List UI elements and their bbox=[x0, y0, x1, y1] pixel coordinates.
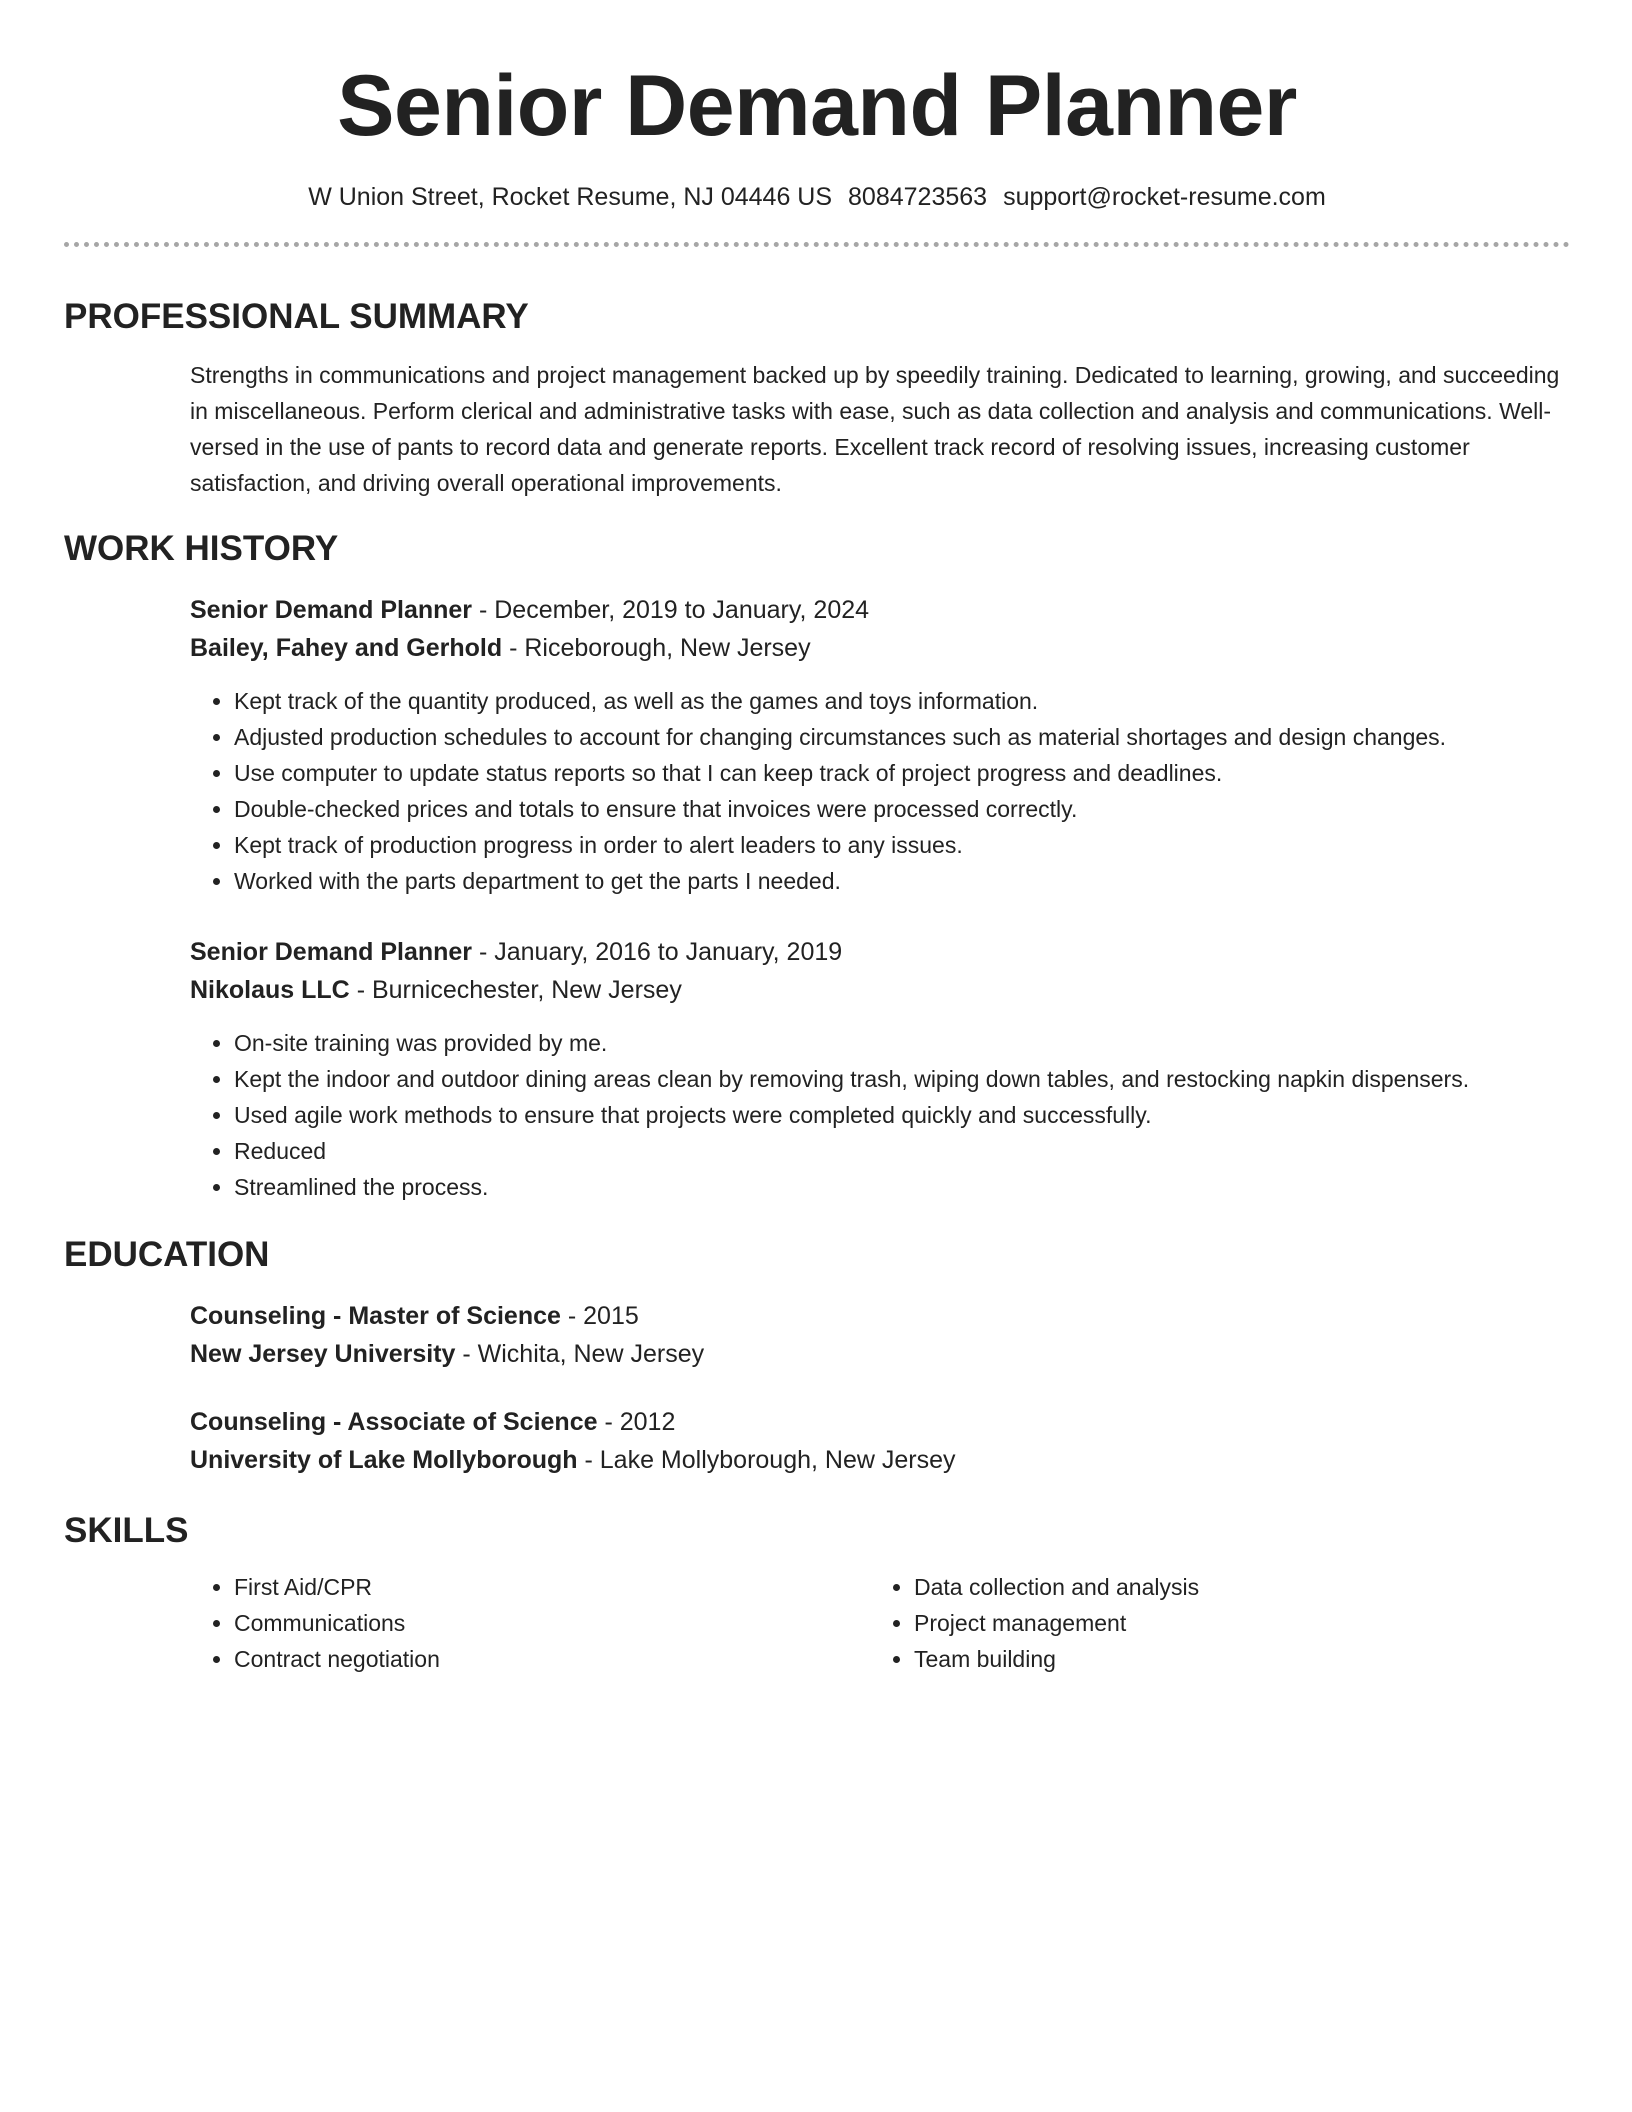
skill-item: • Data collection and analysis bbox=[914, 1569, 1514, 1605]
education-school-line bbox=[190, 1335, 1570, 1373]
education-location: - Wichita, New Jersey bbox=[455, 1340, 705, 1368]
education-year: - 2012 bbox=[597, 1408, 676, 1436]
job-entry bbox=[190, 591, 1570, 899]
job-title-line bbox=[190, 591, 1570, 629]
skill-item: • Project management bbox=[914, 1605, 1514, 1641]
job-bullet: • Streamlined the process. bbox=[234, 1169, 1570, 1205]
skills-list-right bbox=[870, 1569, 1514, 1677]
job-bullets bbox=[190, 1025, 1570, 1205]
education-entry bbox=[190, 1297, 1570, 1373]
skill-item: • Communications bbox=[234, 1605, 870, 1641]
job-title-line bbox=[190, 933, 1570, 971]
education-degree-line bbox=[190, 1297, 1570, 1335]
job-location: - Burnicechester, New Jersey bbox=[349, 976, 682, 1004]
job-location: - Riceborough, New Jersey bbox=[502, 634, 811, 662]
skills-heading: SKILLS bbox=[64, 1511, 189, 1550]
contact-address: W Union Street, Rocket Resume, NJ 04446 US bbox=[308, 183, 833, 211]
education-school: University of Lake Mollyborough bbox=[190, 1446, 578, 1474]
job-entry bbox=[190, 933, 1570, 1205]
contact-phone: 8084723563 bbox=[848, 183, 988, 211]
job-bullet: • Kept the indoor and outdoor dining areas clean by removing trash, wiping down tables, and restocking napkin dispensers. bbox=[234, 1061, 1570, 1097]
job-dates: - December, 2019 to January, 2024 bbox=[472, 596, 870, 624]
education-school: New Jersey University bbox=[190, 1340, 456, 1368]
job-company: Bailey, Fahey and Gerhold bbox=[190, 634, 503, 662]
job-company: Nikolaus LLC bbox=[190, 976, 350, 1004]
job-bullet: • Used agile work methods to ensure that projects were completed quickly and successfully. bbox=[234, 1097, 1570, 1133]
job-bullet: • Adjusted production schedules to account for changing circumstances such as material shortages and design changes. bbox=[234, 719, 1570, 755]
education-degree: Counseling - Master of Science bbox=[190, 1302, 561, 1330]
job-dates: - January, 2016 to January, 2019 bbox=[472, 938, 843, 966]
education-entry bbox=[190, 1403, 1570, 1479]
job-bullet: • Use computer to update status reports so that I can keep track of project progress and deadlines. bbox=[234, 755, 1570, 791]
education-degree: Counseling - Associate of Science bbox=[190, 1408, 598, 1436]
contact-line bbox=[64, 182, 1570, 212]
job-bullet: • Worked with the parts department to get the parts I needed. bbox=[234, 863, 1570, 899]
resume-name: Senior Demand Planner bbox=[337, 58, 1297, 154]
job-bullet: • On-site training was provided by me. bbox=[234, 1025, 1570, 1061]
skill-item: • Contract negotiation bbox=[234, 1641, 870, 1677]
education-school-line bbox=[190, 1441, 1570, 1479]
skill-item: • Team building bbox=[914, 1641, 1514, 1677]
job-bullet: • Double-checked prices and totals to ensure that invoices were processed correctly. bbox=[234, 791, 1570, 827]
education-degree-line bbox=[190, 1403, 1570, 1441]
work-history-heading: WORK HISTORY bbox=[64, 529, 339, 568]
job-bullet: • Reduced bbox=[234, 1133, 1570, 1169]
summary-heading: PROFESSIONAL SUMMARY bbox=[64, 297, 529, 336]
job-company-line bbox=[190, 971, 1570, 1009]
job-position: Senior Demand Planner bbox=[190, 938, 473, 966]
education-year: - 2015 bbox=[560, 1302, 639, 1330]
skill-item: • First Aid/CPR bbox=[234, 1569, 870, 1605]
education-heading: EDUCATION bbox=[64, 1235, 270, 1274]
job-bullets bbox=[190, 683, 1570, 899]
job-bullet: • Kept track of production progress in order to alert leaders to any issues. bbox=[234, 827, 1570, 863]
skills-list-left bbox=[190, 1569, 870, 1677]
job-bullet: • Kept track of the quantity produced, as well as the games and toys information. bbox=[234, 683, 1570, 719]
job-position: Senior Demand Planner bbox=[190, 596, 473, 624]
education-location: - Lake Mollyborough, New Jersey bbox=[577, 1446, 956, 1474]
contact-email: support@rocket-resume.com bbox=[1003, 183, 1326, 211]
summary-text: Strengths in communications and project management backed up by speedily training. Dedicated to learning, growing, and succeeding in miscellaneous. Perform clerical and administrative tasks with ease, such as data collection and analysis and communications. Well-versed in the use of pants to record data and generate reports. Excellent track record of resolving issues, increasing customer satisfaction, and driving overall operational improvements. bbox=[190, 362, 1560, 496]
skills-columns bbox=[190, 1569, 1570, 1677]
resume-page bbox=[64, 0, 1570, 1677]
job-company-line bbox=[190, 629, 1570, 667]
header-divider bbox=[64, 242, 1570, 247]
